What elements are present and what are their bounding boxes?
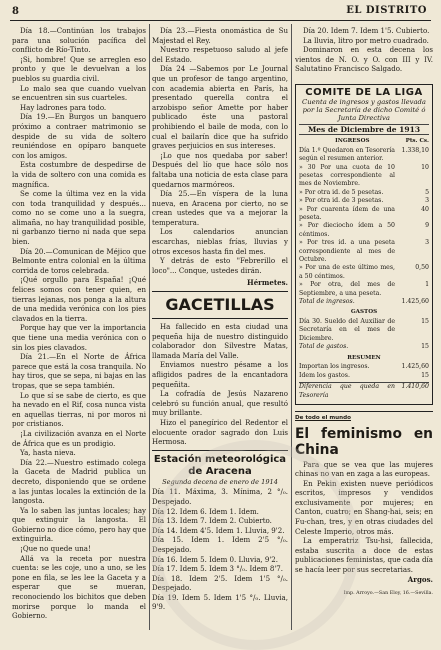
chronicle-column bbox=[12, 26, 146, 621]
ledger-row bbox=[299, 164, 429, 189]
paragraph: Ha fallecido en esta ciudad una pequeña hija de nuestro distinguido colaborador don Silvestre Matas, llamada María del Valle. bbox=[152, 322, 288, 360]
paragraph: Hay ladrones para todo. bbox=[20, 102, 107, 112]
section-rule bbox=[152, 318, 288, 319]
masthead: EL DISTRITO bbox=[346, 5, 427, 16]
ledger-description: » Por otra id. de 3 pesetas. bbox=[299, 197, 384, 205]
weather-entry: Día 14. Idem 4'5. Idem 1. Lluvia, 9'2. bbox=[152, 525, 285, 535]
resumen-list bbox=[299, 363, 429, 380]
page-number: 8 bbox=[12, 6, 19, 17]
paragraph: La cofradía de Jesús Nazareno celebró su función anual, que resultó muy brillante. bbox=[152, 389, 288, 418]
paragraph: Enviamos nuestro pésame a los afligidos padres de la encantadora pequeñita. bbox=[152, 360, 288, 389]
paragraph: Día 24 —Sabemos por Le Journal que un profesor de tango argentino, con academia abierta en París, ha presentado querella contra el arzobispo señor Amette por haber publicado éste una pastoral prohibiendo el baile de moda, con lo cual el bailarín dice que ha sufrido graves perjuicios en sus intereses. bbox=[152, 64, 288, 151]
right-column bbox=[295, 26, 433, 599]
weather-station-title: Estación meteorológica de Aracena bbox=[153, 453, 287, 477]
liga-month: Mes de Diciembre de 1913 bbox=[299, 124, 429, 136]
ledger-description: Día 30. Sueldo del Auxiliar de Secretaría en el mes de Diciembre. bbox=[299, 318, 395, 342]
paragraph: ¡La civilización avanza en el Norte de África que es un prodigio. bbox=[12, 428, 146, 448]
ledger-description: » Por otra id. de 5 pesetas. bbox=[299, 188, 384, 196]
difference-value: 1.410,60 bbox=[401, 383, 429, 391]
weather-entry: Día 18. Idem 2'5. Idem 1'5 °/₀. Despejado. bbox=[152, 573, 288, 593]
total-value: 15 bbox=[421, 343, 429, 351]
ledger-amount: 9 bbox=[425, 222, 429, 230]
paragraph: Día 23.—Fiesta onomástica de Su Majestad el Rey. bbox=[152, 26, 288, 45]
ledger-row bbox=[299, 264, 429, 281]
ledger-amount: 1.425,60 bbox=[401, 363, 429, 371]
ledger-row bbox=[299, 372, 429, 380]
weather-station-subtitle: Segunda decena de enero de 1914 bbox=[162, 477, 278, 486]
middle-column bbox=[152, 26, 288, 612]
gastos-header: GASTOS bbox=[350, 309, 378, 316]
paragraph: Esta costumbre de despedirse de la vida de soltero con una comida es magnífica. bbox=[12, 160, 146, 189]
ledger-amount: 15 bbox=[421, 371, 429, 379]
paragraph: Ya lo saben las juntas locales; hay que extinguir la langosta. El Gobierno no dice cómo, pero hay que extinguirla. bbox=[12, 505, 146, 544]
ledger-description: Importan los ingresos. bbox=[299, 363, 370, 371]
ledger-row bbox=[299, 222, 429, 239]
weather-station-report bbox=[152, 454, 288, 612]
ledger-row bbox=[299, 147, 429, 164]
paragraph: Día 20.—Comunican de Méjico que Belmonte entra colonial en la última corrida de toros celebrada. bbox=[12, 246, 146, 275]
resumen-header-row bbox=[299, 354, 429, 364]
paragraph: Día 19.—En Burgos un banquero próximo a contraer matrimonio se despide de su vida de soltero reuniéndose en opíparo banquete con los amigos. bbox=[12, 112, 146, 160]
paragraph: La lluvia, litro por metro cuadrado. bbox=[303, 35, 429, 45]
paragraph: Se come la última vez en la vida con toda tranquilidad y después... como no se come uno a la suegra, alimaña, no hay tranquilidad posible, ni garbanzo tierno ni nada que sepa bien. bbox=[12, 189, 146, 247]
paragraph: Y detrás de esto "Febrerillo el loco"... Conque, ustedes dirán. bbox=[152, 256, 288, 275]
ledger-row bbox=[299, 197, 429, 205]
paragraph: ¡Lo que nos quedaba por saber! Después del lío que hace sólo nos faltaba una noticia de esta clase para quedarnos marmóreos. bbox=[152, 150, 288, 189]
ledger-amount: 1.338,10 bbox=[401, 146, 429, 154]
total-row bbox=[299, 343, 429, 351]
resumen-header: RESUMEN bbox=[347, 354, 381, 361]
ledger-row bbox=[299, 318, 429, 343]
weather-entry: Día 11. Máxima, 3. Mínima, 2 °/₀. Despejado. bbox=[152, 487, 288, 506]
ingresos-header: INGRESOS bbox=[335, 138, 370, 145]
ingresos-list bbox=[299, 147, 429, 298]
paragraph: Allá va la receta por nuestra cuenta: se les coje, uno a uno, se les pone en fila, se les lee la Gaceta y a esperar que se mueran, reconociendo los bichitos que deben morirse porque lo manda el Gobierno. bbox=[12, 553, 146, 621]
weather-entry: Día 15. Idem 1. Idem 2'5 °/₀. Despejado. bbox=[152, 535, 288, 554]
weather-entry: Día 20. Idem 7. Idem 1'5. Cubierto. bbox=[303, 26, 430, 35]
ledger-description: » Por una de este último mes, a 50 céntimos. bbox=[299, 264, 395, 280]
ledger-amount: 3 bbox=[425, 197, 429, 205]
ledger-row bbox=[299, 206, 429, 223]
ledger-description: » Por cuarenta ídem de una peseta. bbox=[299, 205, 395, 221]
ledger-row bbox=[299, 239, 429, 264]
ledger-row bbox=[299, 189, 429, 197]
paragraph: La emperatriz Tsu-hsi, fallecida, estaba suscrita a doce de estas publicaciones feministas, que cada día se hacía leer por sus secretarias. bbox=[295, 536, 434, 575]
ledger-amount: 3 bbox=[425, 239, 429, 247]
paragraph: Hizo el panegírico del Redentor el elocuente orador sagrado don Luis Hermosa. bbox=[152, 417, 288, 447]
ledger-description: Día 1.º Quedaron en Tesorería según el resumen anterior. bbox=[299, 146, 395, 163]
ledger-row bbox=[299, 363, 429, 371]
header-rule bbox=[10, 20, 431, 21]
article-title: El feminismo en China bbox=[295, 425, 433, 458]
paragraph: Dominaron en esta decena los vientos de N. O. y O. con III y IV. Salutatino Francisco Salgado. bbox=[295, 45, 433, 74]
paragraph: Lo que sí se sabe de cierto, es que ha nevado en el Rif, cosa nunca vista en aquellas tierras, ni por moros ni por cristianos. bbox=[12, 390, 146, 429]
gastos-header-row bbox=[299, 308, 429, 318]
ledger-amount: 10 bbox=[421, 163, 429, 171]
weather-entry: Día 13. Idem 7. Idem 2. Cubierto. bbox=[152, 516, 272, 526]
paragraph: ¡Qué orgullo para España! ¡Qué felices somos con tener quien, en tierras lejanas, nos ponga a la altura de una medida verónica con los pies clavados en la tierra. bbox=[12, 275, 146, 323]
column-rule bbox=[149, 24, 150, 630]
ledger-description: » 30 Por una cuota de 10 pesetas correspondiente al mes de Noviembre. bbox=[299, 163, 395, 188]
total-value: 1.425,60 bbox=[401, 298, 429, 306]
paragraph: Día 25.—En víspera de la luna nueva, en Aracena por cierto, no se crean ustedes que va a mejorar la temperatura. bbox=[152, 189, 288, 227]
section-rule bbox=[152, 450, 288, 451]
paragraph: Nuestro respetuoso saludo al jefe del Estado. bbox=[152, 45, 288, 64]
author-signature: Argos. bbox=[407, 574, 433, 584]
paragraph: ¡Que no quede una! bbox=[20, 544, 91, 554]
paragraph: Los calendarios anuncian escarchas, nieblas frías, lluvias y otros excesos hasta fin del mes. bbox=[152, 227, 288, 256]
ledger-amount: 0,50 bbox=[415, 264, 429, 272]
paragraph: Para que se vea que las mujeres chinas no van en zaga a las europeas. bbox=[295, 459, 433, 479]
paragraph: Día 18.—Continúan los trabajos para una solución pacífica del conflicto de Río-Tinto. bbox=[12, 26, 146, 55]
ledger-description: Idem los gastos. bbox=[299, 371, 350, 379]
currency-label: Pts. Cs. bbox=[405, 138, 429, 145]
ledger-description: » Por dieciocho ídem a 50 céntimos. bbox=[299, 222, 395, 238]
ledger-amount: 15 bbox=[421, 318, 429, 326]
weather-entry: Día 19. Idem 5. Idem 1'5 °/₀. Lluvia, 9'9. bbox=[152, 592, 288, 612]
total-row bbox=[299, 298, 429, 306]
gastos-list bbox=[299, 318, 429, 343]
author-signature: Hérmetes. bbox=[247, 278, 288, 288]
column-rule bbox=[291, 24, 292, 630]
ledger-description: » Por tres id. a una peseta correspondiente al mes de Octubre. bbox=[299, 239, 395, 264]
liga-subtitle: Cuenta de ingresos y gastos llevada por la Secretaría de dicho Comité ó Junta Directiva bbox=[302, 97, 426, 122]
ledger-amount: 1 bbox=[425, 281, 429, 289]
paragraph: ¡Si, hombre! Que se arreglen eso pronto y que le devuelvan a los pueblos su guardia civil. bbox=[12, 54, 146, 83]
paragraph: Porque hay que ver la importancia que tiene una media verónica con o sin los pies clavados. bbox=[12, 323, 146, 352]
ingresos-header-row bbox=[299, 137, 429, 147]
paragraph: Día 21.—En el Norte de África parece que está la cosa tranquila. No hay tiros, que se sepa, ni bajas en las tropas, que se sepa también. bbox=[12, 352, 146, 390]
section-rule bbox=[152, 291, 288, 292]
paragraph: Lo malo sea que cuando vuelvan se encuentren sin sus cuarteles. bbox=[12, 83, 146, 103]
total-label: Total de ingresos. bbox=[299, 298, 355, 306]
paragraph: Día 22.—Nuestro estimado colega la Gaceta de Madrid publica un decreto, disponiendo que se ordene a las juntas locales la extinción de la langosta. bbox=[12, 457, 146, 506]
weather-entry: Día 17. Idem 5. Idem 3 °/₀. Idem 8'7. bbox=[152, 564, 283, 574]
difference-label: Diferencia que queda en Tesorería bbox=[299, 383, 395, 399]
feminism-article bbox=[295, 411, 433, 599]
difference-row bbox=[299, 382, 429, 400]
section-kicker: De todo el mundo bbox=[295, 414, 351, 421]
total-label: Total de gastos. bbox=[299, 343, 349, 351]
ledger-row bbox=[299, 281, 429, 298]
paragraph: En Pekin existen nueve periódicos escritos, impresos y vendidos exclusivamente por mujeres; en Canton, cuatro; en Shang-hai, seis; en Fu-chan, tres, y en otras ciudades del Celeste Imperio, otros más. bbox=[295, 478, 433, 536]
ledger-description: » Por otra, del mes de Septiembre, a una peseta. bbox=[299, 281, 395, 297]
paragraph: Ya, hasta nieva. bbox=[20, 448, 76, 458]
ledger-amount: 5 bbox=[425, 188, 429, 196]
gacetillas-heading: GACETILLAS bbox=[165, 295, 275, 315]
weather-entry: Día 16. Idem 5. Idem 0. Lluvia, 9'2. bbox=[152, 554, 279, 564]
ledger-amount: 40 bbox=[421, 205, 429, 213]
liga-title: COMITE DE LA LIGA bbox=[305, 86, 423, 98]
printer-imprint: Imp. Arroyo.—San Eloy, 16.—Sevilla. bbox=[343, 591, 433, 597]
liga-accounts-box bbox=[295, 84, 433, 405]
weather-entry: Día 12. Idem 6. Idem 1. Idem. bbox=[152, 506, 259, 516]
